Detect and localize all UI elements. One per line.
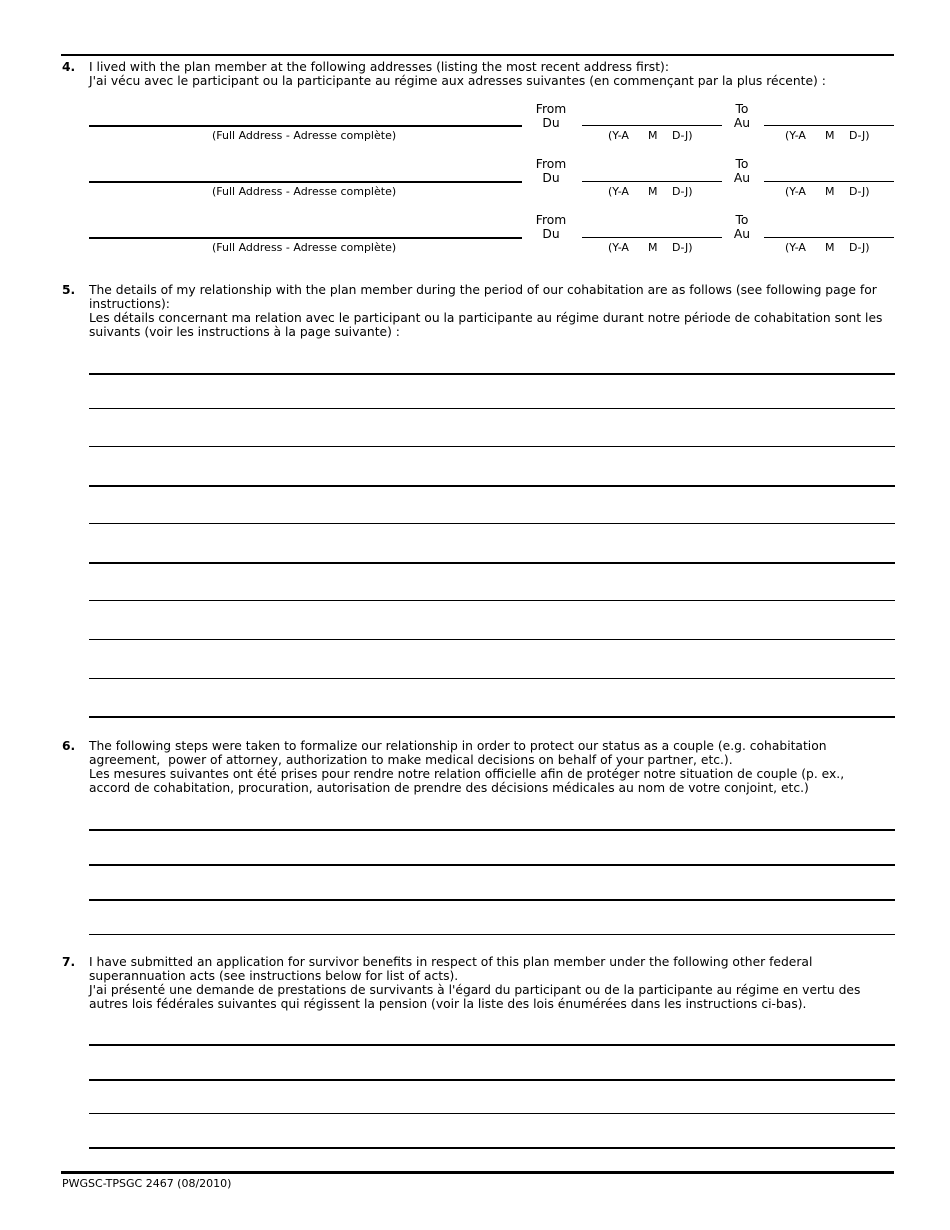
from-fr: Du (542, 116, 560, 130)
address-input-line[interactable] (89, 181, 522, 183)
address-label: (Full Address - Adresse complète) (212, 185, 397, 198)
from-date-d: D-J) (672, 129, 693, 142)
form-id: PWGSC-TPSGC 2467 (08/2010) (62, 1177, 232, 1190)
from-en: From (535, 213, 567, 227)
from-date-d: D-J) (672, 185, 693, 198)
from-en: From (535, 157, 567, 171)
from-date-m: M (648, 241, 658, 254)
to-date-d: D-J) (849, 129, 870, 142)
section-6-line3: Les mesures suivantes ont été prises pour rendre notre relation officielle afin de protéger notre situation de couple (p. ex., (89, 767, 845, 781)
from-date-line[interactable] (582, 125, 722, 126)
section-6-line1: The following steps were taken to formalize our relationship in order to protect our status as a couple (e.g. cohabitation (89, 739, 827, 753)
section-4-number: 4. (62, 60, 76, 74)
section-5-answer-line[interactable] (89, 523, 895, 524)
section-4-text-en: I lived with the plan member at the following addresses (listing the most recent address first): (89, 60, 669, 74)
from-fr: Du (542, 227, 560, 241)
section-5-line1: The details of my relationship with the plan member during the period of our cohabitation are as follows (see following page for (89, 283, 877, 297)
section-6-answer-line[interactable] (89, 864, 895, 866)
top-rule (61, 54, 894, 56)
to-date-m: M (825, 241, 835, 254)
to-en: To (735, 102, 749, 116)
to-date-line[interactable] (764, 237, 894, 238)
section-5-answer-line[interactable] (89, 485, 895, 487)
from-label (530, 102, 572, 130)
to-fr: Au (733, 171, 751, 185)
section-7-line1: I have submitted an application for survivor benefits in respect of this plan member under the following other federal (89, 955, 813, 969)
to-date-d: D-J) (849, 185, 870, 198)
section-5-answer-line[interactable] (89, 678, 895, 679)
to-en: To (735, 213, 749, 227)
to-date-y: (Y-A (785, 185, 806, 198)
to-label (728, 157, 756, 185)
section-5-line3: Les détails concernant ma relation avec le participant ou la participante au régime durant notre période de cohabitation sont les (89, 311, 883, 325)
from-en: From (535, 102, 567, 116)
section-7-answer-line[interactable] (89, 1044, 895, 1046)
section-5-number: 5. (62, 283, 76, 297)
address-label: (Full Address - Adresse complète) (212, 241, 397, 254)
section-7-line2: superannuation acts (see instructions below for list of acts). (89, 969, 459, 983)
section-7-line4: autres lois fédérales suivantes qui régissent la pension (voir la liste des lois énumérées dans les instructions ci-bas). (89, 997, 807, 1011)
address-input-line[interactable] (89, 125, 522, 127)
section-5-answer-line[interactable] (89, 408, 895, 409)
section-7-answer-line[interactable] (89, 1147, 895, 1149)
section-6-number: 6. (62, 739, 76, 753)
section-5-answer-line[interactable] (89, 600, 895, 601)
to-label (728, 102, 756, 130)
from-date-line[interactable] (582, 237, 722, 238)
from-date-d: D-J) (672, 241, 693, 254)
section-7-answer-line[interactable] (89, 1113, 895, 1114)
section-6-line4: accord de cohabitation, procuration, autorisation de prendre des décisions médicales au nom de votre conjoint, etc.) (89, 781, 809, 795)
section-5-answer-line[interactable] (89, 373, 895, 375)
section-5-answer-line[interactable] (89, 639, 895, 640)
to-en: To (735, 157, 749, 171)
address-input-line[interactable] (89, 237, 522, 239)
to-date-line[interactable] (764, 125, 894, 126)
section-6-line2: agreement, power of attorney, authorization to make medical decisions on behalf of your partner, etc.). (89, 753, 733, 767)
to-fr: Au (733, 116, 751, 130)
from-date-y: (Y-A (608, 241, 629, 254)
to-date-m: M (825, 185, 835, 198)
to-date-y: (Y-A (785, 129, 806, 142)
from-label (530, 157, 572, 185)
from-date-m: M (648, 185, 658, 198)
section-7-answer-line[interactable] (89, 1079, 895, 1081)
footer-rule (61, 1171, 894, 1174)
address-label: (Full Address - Adresse complète) (212, 129, 397, 142)
section-5-answer-line[interactable] (89, 562, 895, 564)
to-date-line[interactable] (764, 181, 894, 182)
from-date-y: (Y-A (608, 129, 629, 142)
section-6-answer-line[interactable] (89, 934, 895, 935)
to-label (728, 213, 756, 241)
from-date-line[interactable] (582, 181, 722, 182)
to-fr: Au (733, 227, 751, 241)
section-4-text-fr: J'ai vécu avec le participant ou la participante au régime aux adresses suivantes (en commençant par la plus récente) : (89, 74, 826, 88)
section-5-answer-line[interactable] (89, 446, 895, 447)
section-6-answer-line[interactable] (89, 829, 895, 831)
to-date-m: M (825, 129, 835, 142)
to-date-d: D-J) (849, 241, 870, 254)
from-fr: Du (542, 171, 560, 185)
from-label (530, 213, 572, 241)
section-5-line4: suivants (voir les instructions à la page suivante) : (89, 325, 400, 339)
section-5-line2: instructions): (89, 297, 170, 311)
from-date-y: (Y-A (608, 185, 629, 198)
section-5-answer-line[interactable] (89, 716, 895, 718)
section-6-answer-line[interactable] (89, 899, 895, 901)
from-date-m: M (648, 129, 658, 142)
to-date-y: (Y-A (785, 241, 806, 254)
section-7-line3: J'ai présenté une demande de prestations de survivants à l'égard du participant ou de la participante au régime en vertu des (89, 983, 861, 997)
section-7-number: 7. (62, 955, 76, 969)
